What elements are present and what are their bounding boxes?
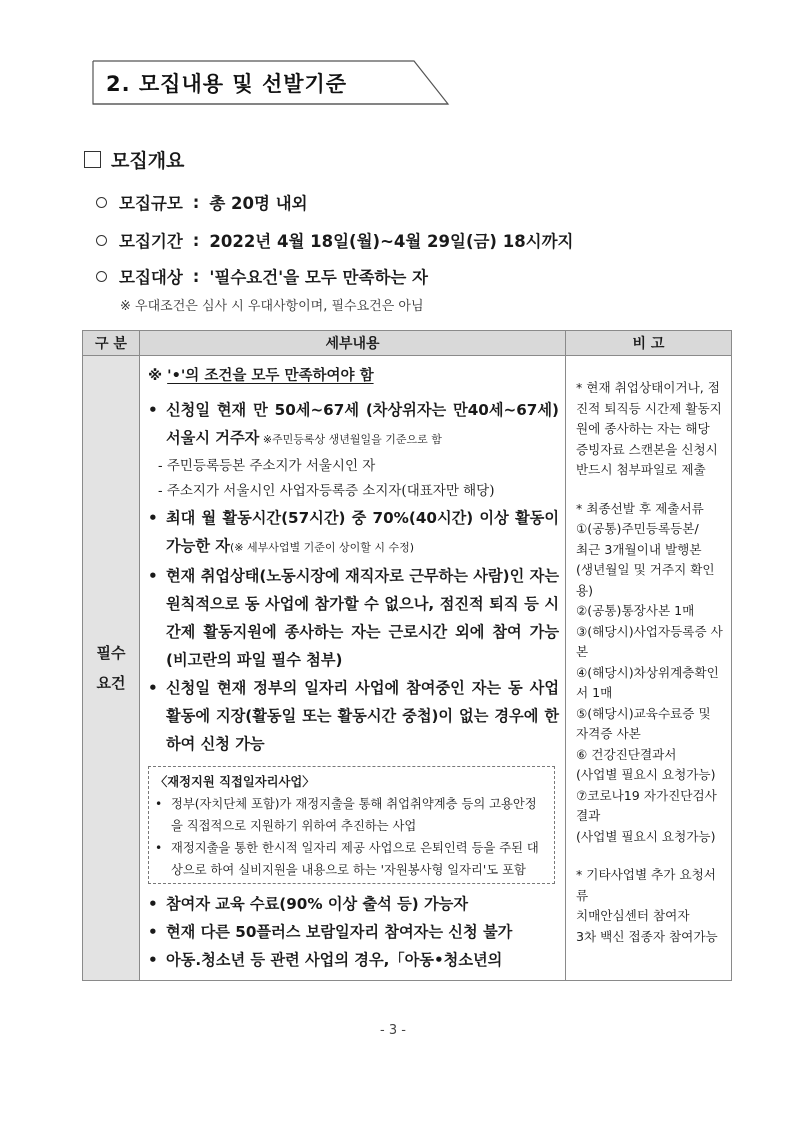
requirement-item [148,562,559,674]
requirement-text: 신청일 현재 정부의 일자리 사업에 참여중인 자는 동 사업 활동에 지장(활동일 또는 활동시간 중첩)이 없는 경우에 한하여 신청 가능 [166,679,559,753]
requirement-text: 최대 월 활동시간(57시간) 중 70%(40시간) 이상 활동이 가능한 자 [166,509,559,555]
requirement-item [148,674,559,758]
overview-item-target [96,264,428,288]
overview-item-size [96,190,308,214]
definition-box-title: 〈재정지원 직접일자리사업〉 [155,775,315,789]
requirement-item [148,946,559,974]
header-details: 세부내용 [140,331,566,356]
requirement-heading [148,362,559,390]
header-category: 구 분 [83,331,140,356]
requirement-item [148,504,559,562]
section-label: 모집개요 [111,150,185,172]
requirement-item [148,890,559,918]
category-label-line2: 요건 [96,674,126,692]
requirement-note: (※ 세부사업별 기준이 상이할 시 수정) [229,541,415,554]
colon: : [192,266,200,286]
bullet-dot-icon: • [148,895,158,913]
document-item: ①(공통)주민등록등본/ [576,521,699,536]
bullet-dot-icon: • [155,841,163,855]
bullet-dot-icon: • [148,679,158,697]
requirement-text: 현재 다른 50플러스 보람일자리 참여자는 신청 불가 [166,923,513,941]
category-label-line1: 필수 [96,644,126,662]
definition-item [155,837,548,881]
overview-note: ※ 우대조건은 심사 시 우대사항이며, 필수요건은 아님 [120,299,424,314]
requirement-note: ※주민등록상 생년월일을 기준으로 함 [259,433,442,446]
overview-label: 모집규모 [119,194,183,213]
document-item: ⑦코로나19 자가진단검사 결과 [576,787,717,823]
document-item: (사업별 필요시 요청가능) [576,828,716,844]
overview-label: 모집기간 [119,232,183,251]
requirement-subitem: - 주민등록등본 주소지가 서울시인 자 [158,458,376,474]
remarks-block-documents [576,499,723,848]
remarks-block-employment: * 현재 취업상태이거나, 점진적 퇴직등 시간제 활동지원에 종사하는 자는 해당 증빙자료 스캔본을 신청시 반드시 첨부파일로 제출 [576,380,722,477]
requirement-text: 아동.청소년 등 관련 사업의 경우,「아동•청소년의 [166,951,503,969]
document-item: ②(공통)통장사본 1매 [576,603,695,618]
requirement-text: 참여자 교육 수료(90% 이상 출석 등) 가능자 [166,895,469,913]
document-item: (생년월일 및 거주지 확인용) [576,562,715,598]
checkbox-square-icon [84,151,101,168]
document-item: ⑤(해당시)교육수료증 및 자격증 사본 [576,705,711,741]
category-cell [83,356,140,981]
definition-text: 재정지출을 통한 한시적 일자리 제공 사업으로 은퇴인력 등을 주된 대상으로 하여 실비지원을 내용으로 하는 '자원봉사형 일자리'도 포함 [171,841,539,877]
document-item: ④(해당시)차상위계층확인서 1매 [576,664,719,700]
extra-item: 치매안심센터 참여자 [576,908,690,923]
definition-item [155,793,548,837]
definition-text: 정부(자치단체 포함)가 재정지출을 통해 취업취약계층 등의 고용안정을 직접적으로 지원하기 위하여 추진하는 사업 [171,797,537,833]
bullet-dot-icon: • [148,951,158,969]
remarks-block-extra [576,865,723,947]
requirement-heading-text: '•'의 조건을 모두 만족하여야 함 [167,368,374,384]
bullet-dot-icon: • [155,797,163,811]
document-item: 최근 3개월이내 발행본 [576,541,702,557]
table-header-row [83,331,732,356]
documents-heading: * 최종선발 후 제출서류 [576,500,704,516]
bullet-dot-icon: • [148,401,158,419]
section-title-box [92,60,448,104]
remarks-cell [566,356,732,981]
overview-item-period [96,228,574,252]
circle-bullet-icon [96,197,107,208]
extra-item: * 기타사업별 추가 요청서류 [576,867,716,903]
document-item: ⑥ 건강진단결과서 [576,746,677,762]
bullet-dot-icon: • [148,509,158,527]
details-cell [140,356,566,981]
requirement-subitem: - 주소지가 서울시인 사업자등록증 소지자(대표자만 해당) [158,483,495,499]
section-heading [84,146,184,173]
header-remarks: 비 고 [566,331,732,356]
circle-bullet-icon [96,271,107,282]
requirement-item [148,918,559,946]
overview-value: '필수요건'을 모두 만족하는 자 [209,268,428,287]
colon: : [192,230,200,250]
requirement-item [148,396,559,454]
circle-bullet-icon [96,235,107,246]
page-number: - 3 - [380,1023,406,1038]
page-title: 2. 모집내용 및 선발기준 [106,72,348,96]
definition-box [148,766,555,884]
overview-label: 모집대상 [119,268,183,287]
requirement-text: 현재 취업상태(노동시장에 재직자로 근무하는 사람)인 자는 원칙적으로 동 사업에 참가할 수 없으나, 점진적 퇴직 등 시간제 활동지원에 종사하는 자는 근로시간 외에 참여 가능(비고란의 파일 필수 첨부) [166,567,559,669]
overview-value: 2022년 4월 18일(월)~4월 29일(금) 18시까지 [209,232,574,251]
document-item: ③(해당시)사업자등록증 사본 [576,623,723,659]
overview-value: 총 20명 내외 [209,194,308,213]
bullet-dot-icon: • [148,567,158,585]
requirements-table [82,330,732,981]
requirement-text: 신청일 현재 만 50세~67세 (차상위자는 만40세~67세) 서울시 거주자 [166,401,559,447]
extra-item: 3차 백신 접종자 참여가능 [576,928,718,944]
document-item: (사업별 필요시 요청가능) [576,767,716,782]
colon: : [192,192,200,212]
bullet-dot-icon: • [148,923,158,941]
reference-mark: ※ [148,368,168,384]
table-row [83,356,732,981]
